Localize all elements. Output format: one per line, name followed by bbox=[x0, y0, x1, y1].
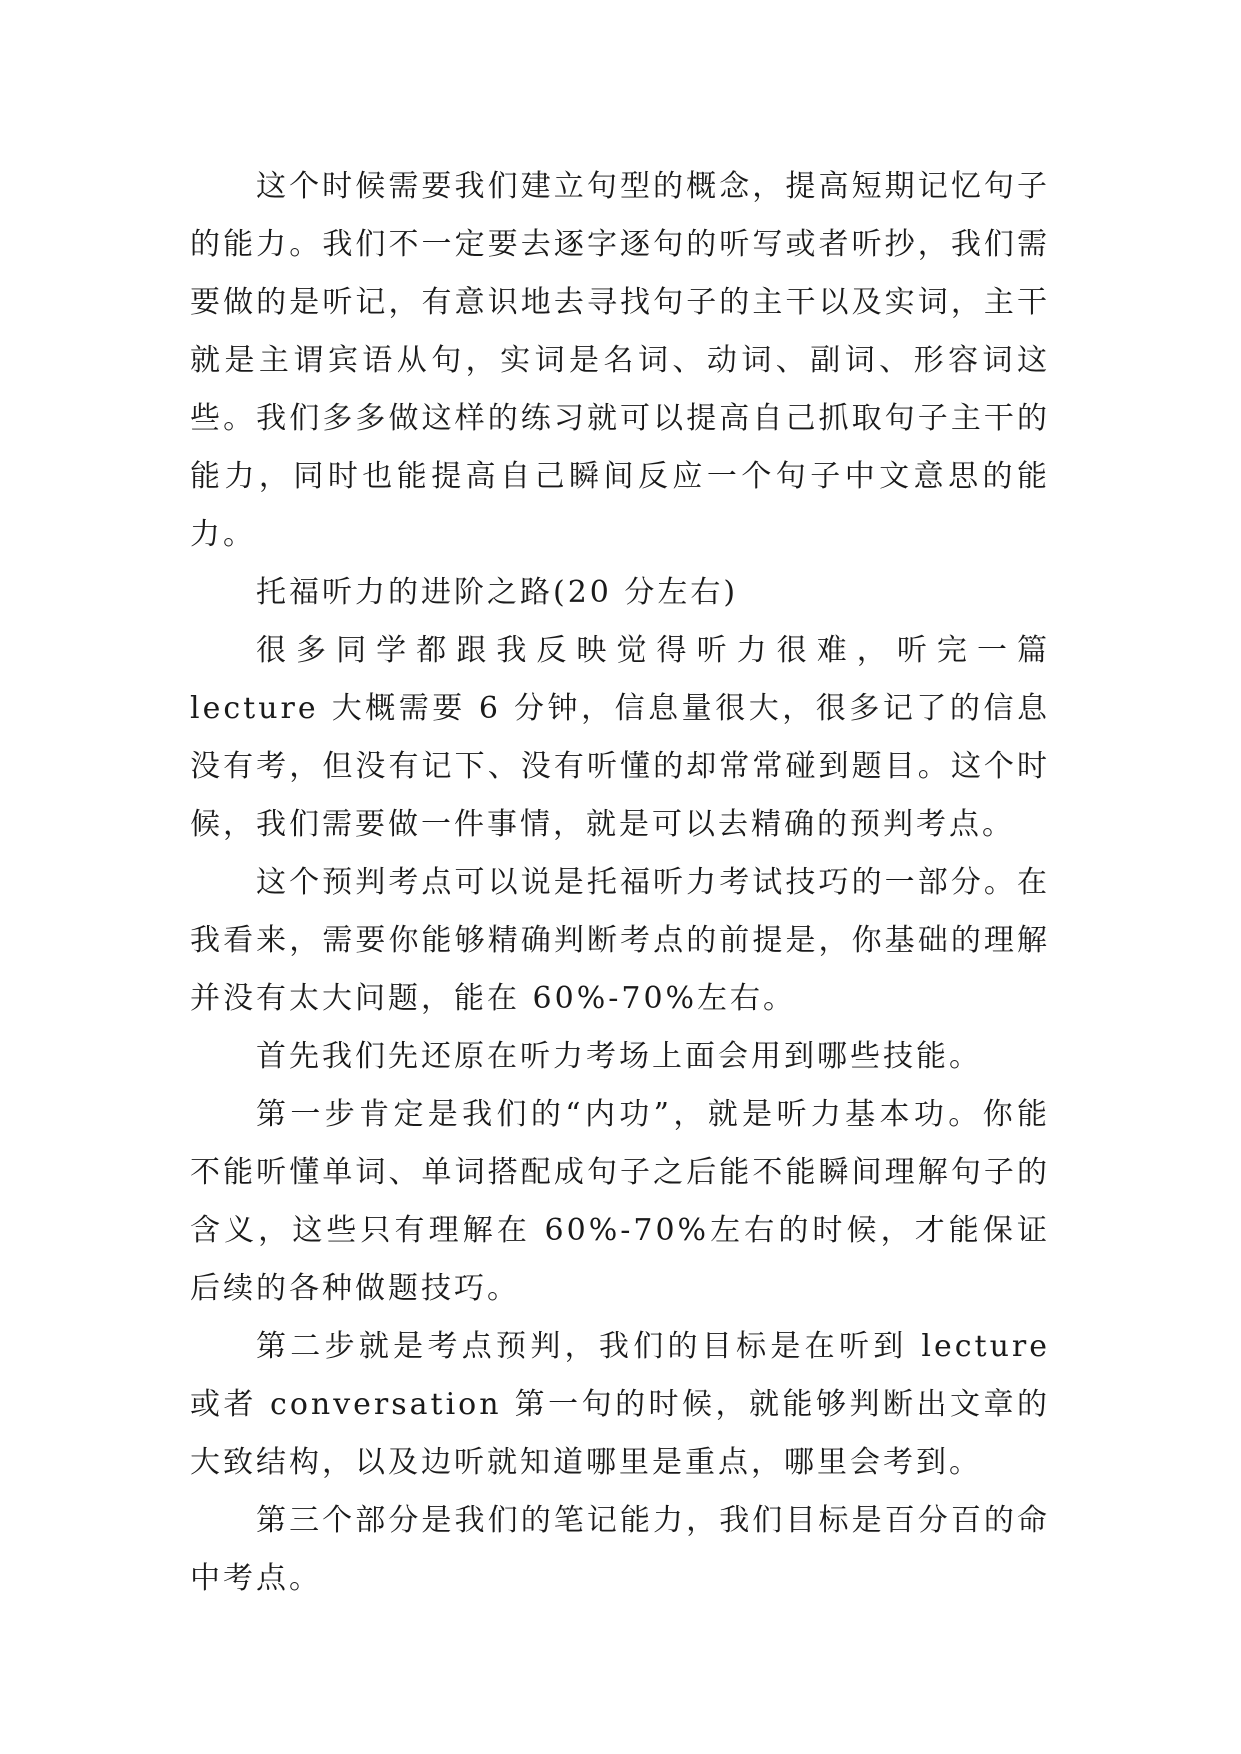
section-heading-advanced-path: 托福听力的进阶之路(20 分左右) bbox=[256, 575, 739, 610]
paragraph-step-two: 第二步就是考点预判，我们的目标是在听到 lecture 或者 conversation 第一句的时候，就能够判断出文章的大致结构，以及边听就知道哪里是重点，哪里会考到。 bbox=[190, 1329, 1050, 1480]
document-body bbox=[190, 158, 1050, 1608]
paragraph-predict-test-points: 这个预判考点可以说是托福听力考试技巧的一部分。在我看来，需要你能够精确判断考点的前提是，你基础的理解并没有太大问题，能在 60%-70%左右。 bbox=[190, 865, 1050, 1016]
paragraph-exam-skills-intro: 首先我们先还原在听力考场上面会用到哪些技能。 bbox=[256, 1039, 982, 1074]
paragraph-step-three: 第三个部分是我们的笔记能力，我们目标是百分百的命中考点。 bbox=[190, 1503, 1050, 1596]
paragraph-step-one: 第一步肯定是我们的“内功”，就是听力基本功。你能不能听懂单词、单词搭配成句子之后能不能瞬间理解句子的含义，这些只有理解在 60%-70%左右的时候，才能保证后续的各种做题技巧。 bbox=[190, 1097, 1050, 1306]
paragraph-listening-difficulty: 很多同学都跟我反映觉得听力很难，听完一篇 lecture 大概需要 6 分钟，信息量很大，很多记了的信息没有考，但没有记下、没有听懂的却常常碰到题目。这个时候，我们需要做一件事情，就是可以去精确的预判考点。 bbox=[190, 633, 1050, 842]
paragraph-sentence-structure: 这个时候需要我们建立句型的概念，提高短期记忆句子的能力。我们不一定要去逐字逐句的听写或者听抄，我们需要做的是听记，有意识地去寻找句子的主干以及实词，主干就是主谓宾语从句，实词是名词、动词、副词、形容词这些。我们多多做这样的练习就可以提高自己抓取句子主干的能力，同时也能提高自己瞬间反应一个句子中文意思的能力。 bbox=[190, 169, 1050, 552]
